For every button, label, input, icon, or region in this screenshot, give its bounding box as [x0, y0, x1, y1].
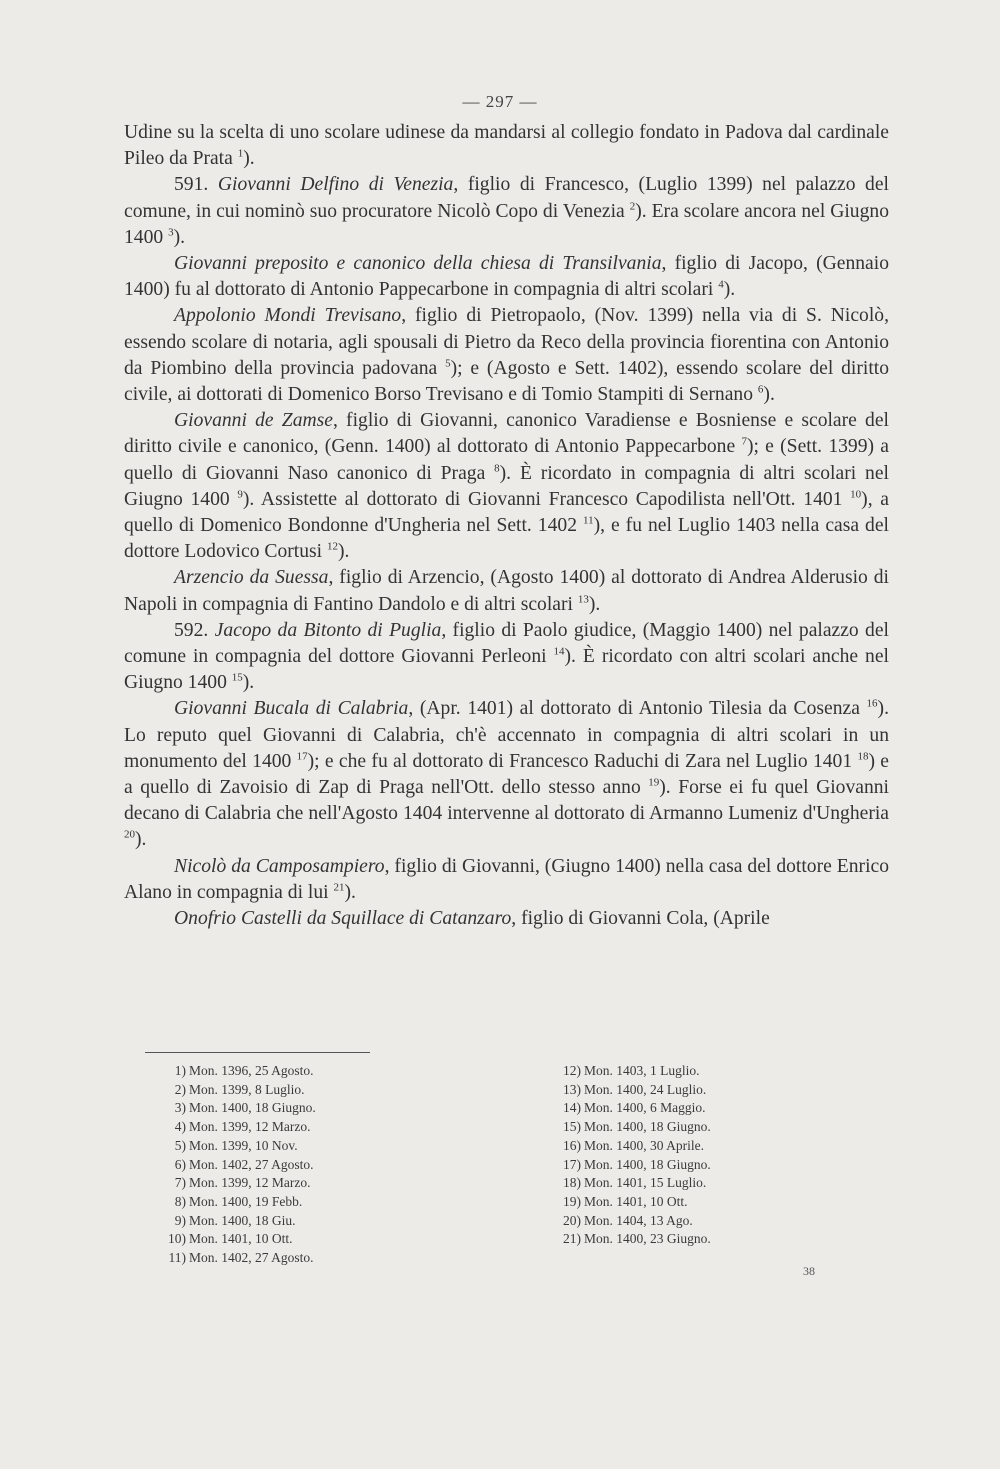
- footnote-item: [555, 1193, 785, 1212]
- paragraph-onofrio: [124, 906, 889, 932]
- text-run: , figlio di Giovanni Cola, (Aprile: [511, 908, 770, 930]
- footnote-item: [160, 1212, 400, 1231]
- text-run: ).: [242, 672, 255, 694]
- footnote-marker: 2): [174, 1081, 186, 1097]
- text-run: ).: [243, 148, 255, 170]
- text-run: ).: [344, 881, 356, 903]
- footnote-text: Mon. 1401, 15 Luglio.: [584, 1175, 707, 1191]
- footnote-ref: 7: [741, 435, 747, 448]
- footnote-item: [160, 1193, 400, 1212]
- footnote-ref: 1: [237, 147, 244, 160]
- footnote-item: [160, 1249, 400, 1268]
- paragraph-giovanni-de-zamse: [124, 408, 889, 565]
- text-run: , figlio di Francesco, (Luglio 1399) nel palazzo del comune, in cui nominò suo procuratore Nicolò Copo di Venezia: [124, 174, 889, 222]
- footnote-ref: 13: [577, 593, 589, 606]
- footnote-item: [555, 1099, 785, 1118]
- text-run: ); e (Agosto e Sett. 1402), essendo scolare del diritto civile, ai dottorati di Domenico Borso Trevisano e di Tomio Stampiti di Sernano: [124, 357, 890, 406]
- footnotes-right-column: [555, 1062, 785, 1249]
- person-name: Arzencio da Suessa: [174, 567, 329, 589]
- text-run: ).: [763, 384, 775, 406]
- text-run: ).: [173, 226, 186, 248]
- footnote-item: [555, 1137, 785, 1156]
- paragraph-giovanni-preposito: [124, 251, 889, 303]
- footnote-text: Mon. 1400, 23 Giugno.: [584, 1231, 711, 1247]
- text-run: ).: [588, 593, 601, 615]
- footnote-text: Mon. 1400, 18 Giu.: [189, 1212, 296, 1228]
- footnote-item: [555, 1118, 785, 1137]
- footnote-ref: 8: [494, 462, 500, 475]
- person-name: Giovanni Bucala di Calabria: [174, 698, 409, 720]
- footnote-ref: 10: [850, 488, 862, 501]
- text-run: ). Era scolare ancora nel Giugno 1400: [124, 200, 889, 248]
- paragraph-giovanni-bucala: [124, 696, 889, 853]
- footnote-marker: 21): [563, 1231, 581, 1247]
- footnote-text: Mon. 1396, 25 Agosto.: [189, 1063, 314, 1078]
- footnote-text: Mon. 1399, 8 Luglio.: [189, 1081, 305, 1097]
- footnote-text: Mon. 1399, 12 Marzo.: [189, 1119, 311, 1135]
- footnote-ref: 11: [582, 514, 594, 527]
- text-run: , (Apr. 1401) al dottorato di Antonio Tilesia da Cosenza: [408, 698, 867, 720]
- footnote-item: [555, 1062, 785, 1081]
- footnote-divider: [145, 1052, 370, 1053]
- text-run: , figlio di Jacopo, (Gennaio 1400) fu al dottorato di Antonio Pappecarbone in compagnia di altri scolari: [124, 253, 889, 301]
- footnote-text: Mon. 1404, 13 Ago.: [584, 1212, 693, 1228]
- footnote-marker: 3): [174, 1100, 186, 1116]
- footnote-marker: 1): [174, 1063, 186, 1078]
- footnote-marker: 10): [168, 1231, 186, 1247]
- footnote-ref: 21: [333, 881, 345, 894]
- text-run: , figlio di Pietropaolo, (Nov. 1399) nella via di S. Nicolò, essendo scolare di notaria, agli spousali di Pietro da Reco della provincia fiorentina con Antonio da Piombino della provincia padovana: [124, 305, 889, 379]
- footnote-text: Mon. 1400, 19 Febb.: [189, 1193, 303, 1209]
- entry-number: 592.: [174, 619, 215, 641]
- text-run: ).: [135, 829, 147, 851]
- footnote-marker: 20): [563, 1212, 581, 1228]
- text-run: , figlio di Paolo giudice, (Maggio 1400) nel palazzo del comune in compagnia del dottore Giovanni Perleoni: [124, 619, 889, 668]
- text-run: ); e (Sett. 1399) a quello di Giovanni Naso canonico di Praga: [124, 436, 889, 484]
- text-run: ). Lo reputo quel Giovanni di Calabria, ch'è accennato in compagnia di altri scolari in un monumento del 1400: [124, 698, 889, 772]
- footnote-text: Mon. 1400, 6 Maggio.: [584, 1100, 706, 1116]
- footnote-marker: 17): [563, 1156, 581, 1172]
- footnote-ref: 20: [124, 828, 135, 841]
- footnote-text: Mon. 1402, 27 Agosto.: [189, 1156, 314, 1172]
- footnote-marker: 15): [563, 1119, 581, 1135]
- person-name: Giovanni preposito e canonico della chiesa di Transilvania: [174, 253, 662, 275]
- footnote-ref: 6: [757, 383, 764, 396]
- footnote-text: Mon. 1401, 10 Ott.: [584, 1193, 688, 1209]
- paragraph-591: [124, 172, 889, 251]
- footnote-ref: 9: [237, 488, 243, 501]
- footnote-ref: 16: [866, 697, 878, 710]
- footnote-item: [160, 1174, 400, 1193]
- footnote-item: [555, 1081, 785, 1100]
- paragraph-arzencio: [124, 565, 889, 617]
- footnote-marker: 5): [174, 1137, 186, 1153]
- footnote-ref: 14: [553, 645, 565, 658]
- person-name: Giovanni Delfino di Venezia: [217, 174, 454, 196]
- signature-mark: 38: [803, 1264, 815, 1278]
- footnote-text: Mon. 1403, 1 Luglio.: [584, 1063, 700, 1078]
- footnote-item: [160, 1099, 400, 1118]
- footnote-text: Mon. 1400, 18 Giugno.: [189, 1100, 316, 1116]
- person-name: Giovanni de Zamse: [174, 410, 333, 432]
- footnote-item: [160, 1118, 400, 1137]
- body-text: [124, 120, 889, 932]
- footnote-marker: 13): [563, 1081, 581, 1097]
- footnote-text: Mon. 1399, 12 Marzo.: [189, 1175, 311, 1191]
- footnote-marker: 9): [174, 1212, 186, 1228]
- footnote-text: Mon. 1401, 10 Ott.: [189, 1231, 293, 1247]
- text-run: ).: [338, 541, 350, 563]
- footnote-item: [160, 1137, 400, 1156]
- text-run: ). È ricordato in compagnia di altri scolari nel Giugno 1400: [124, 462, 889, 510]
- footnote-ref: 15: [231, 671, 243, 684]
- footnote-marker: 4): [174, 1119, 186, 1135]
- footnote-marker: 14): [563, 1100, 581, 1116]
- footnote-ref: 3: [168, 226, 174, 239]
- footnote-item: [160, 1230, 400, 1249]
- text-run: ). Assistette al dottorato di Giovanni Francesco Capodilista nell'Ott. 1401: [242, 488, 851, 510]
- footnotes-left-column: [160, 1062, 400, 1268]
- text-run: ).: [723, 279, 736, 301]
- footnote-item: [160, 1062, 400, 1081]
- footnote-item: [555, 1174, 785, 1193]
- footnote-item: [555, 1212, 785, 1231]
- footnote-text: Mon. 1400, 30 Aprile.: [584, 1137, 704, 1153]
- footnote-ref: 2: [629, 200, 636, 213]
- text-run: , figlio di Giovanni, canonico Varadiense e Bosniense e scolare del diritto civile e canonico, (Genn. 1400) al dottorato di Antonio Pappecarbone: [124, 410, 889, 458]
- footnote-marker: 7): [174, 1175, 186, 1191]
- footnote-item: [555, 1230, 785, 1249]
- footnote-ref: 17: [296, 750, 308, 763]
- person-name: Onofrio Castelli da Squillace di Catanzaro: [174, 908, 512, 930]
- footnote-text: Mon. 1400, 18 Giugno.: [584, 1156, 711, 1172]
- page-number: — 297 —: [462, 92, 538, 111]
- paragraph-592: [124, 618, 889, 697]
- text-run: ), e fu nel Luglio 1403 nella casa del dottore Lodovico Cortusi: [124, 515, 889, 563]
- text-run: Udine su la scelta di uno scolare udinese da mandarsi al collegio fondato in Padova dal cardinale Pileo da Prata: [124, 122, 889, 170]
- text-run: ). È ricordato con altri scolari anche nel Giugno 1400: [124, 646, 889, 694]
- person-name: Jacopo da Bitonto di Puglia: [214, 619, 442, 641]
- paragraph-1: [124, 120, 889, 172]
- text-run: , figlio di Arzencio, (Agosto 1400) al dottorato di Andrea Alderusio di Napoli in compagnia di Fantino Dandolo e di altri scolari: [124, 567, 889, 615]
- text-run: ); e che fu al dottorato di Francesco Raduchi di Zara nel Luglio 1401: [307, 750, 858, 772]
- entry-number: 591.: [174, 174, 218, 196]
- footnote-ref: 19: [648, 776, 660, 789]
- footnote-text: Mon. 1400, 18 Giugno.: [584, 1119, 711, 1135]
- person-name: Appolonio Mondi Trevisano: [174, 305, 402, 327]
- footnote-ref: 18: [857, 750, 869, 763]
- person-name: Nicolò da Camposampiero: [174, 855, 385, 877]
- text-run: ), a quello di Domenico Bondonne d'Ungheria nel Sett. 1402: [124, 488, 889, 537]
- footnote-item: [160, 1156, 400, 1175]
- text-run: ) e a quello di Zavoisio di Zap di Praga nell'Ott. dello stesso anno: [124, 750, 889, 799]
- paragraph-appolonio: [124, 303, 889, 408]
- footnote-text: Mon. 1400, 24 Luglio.: [584, 1081, 707, 1097]
- footnote-text: Mon. 1402, 27 Agosto.: [189, 1250, 314, 1266]
- footnote-ref: 4: [718, 278, 724, 291]
- footnote-ref: 5: [445, 357, 451, 370]
- text-run: , figlio di Giovanni, (Giugno 1400) nella casa del dottore Enrico Alano in compagnia di lui: [124, 855, 890, 903]
- footnote-marker: 16): [563, 1137, 581, 1153]
- footnote-marker: 12): [563, 1063, 581, 1078]
- footnote-item: [555, 1156, 785, 1175]
- footnote-item: [160, 1081, 400, 1100]
- footnote-marker: 11): [168, 1250, 186, 1266]
- footnote-marker: 19): [563, 1193, 581, 1209]
- footnote-ref: 12: [327, 540, 338, 553]
- paragraph-nicolo: [124, 854, 889, 906]
- footnote-marker: 8): [174, 1193, 186, 1209]
- footnote-text: Mon. 1399, 10 Nov.: [189, 1137, 298, 1153]
- footnote-marker: 18): [563, 1175, 581, 1191]
- footnote-marker: 6): [174, 1156, 186, 1172]
- text-run: ). Forse ei fu quel Giovanni decano di Calabria che nell'Agosto 1404 intervenne al dottorato di Armanno Lumeniz d'Ungheria: [124, 777, 889, 825]
